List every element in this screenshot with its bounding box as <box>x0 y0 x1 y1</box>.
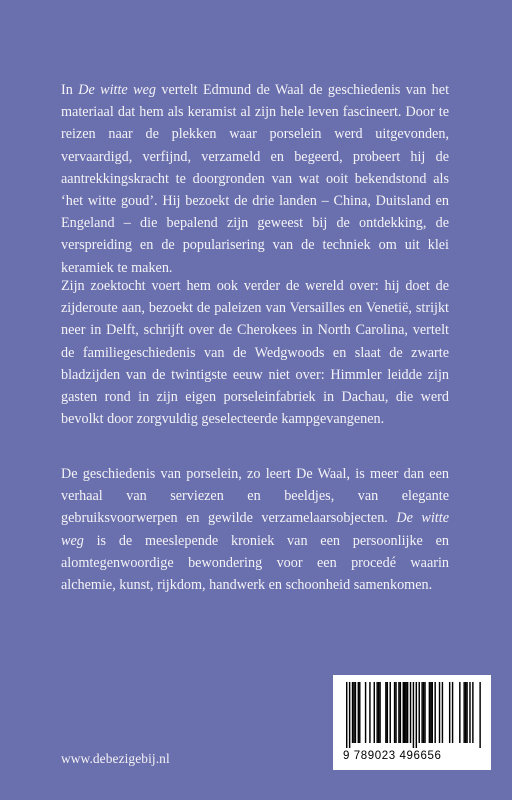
barcode-bar <box>405 682 406 743</box>
barcode-bar <box>395 682 396 743</box>
barcode-bar <box>365 682 366 743</box>
barcode-bar <box>419 682 420 743</box>
barcode-bar <box>466 682 467 743</box>
barcode-bar <box>449 682 450 743</box>
blurb-text: Zijn zoektocht voert hem ook verder de wereld over: hij doet de zijderoute aan, bezoekt de paleizen van Versailles en Venetië, strijkt neer in Delft, schrijft over de Cherokees in North Carolina, vertelt de familiegeschiedenis van de Wedgwoods en slaat de zwarte bladzijden van de twintigste eeuw niet over: Himmler leidde zijn gasten rond in zijn eigen porseleinfabriek in Dachau, die werd bevolkt door zorgvuldig geselecteerde kampgevangenen. <box>61 278 449 428</box>
barcode-bar <box>403 682 404 743</box>
blurb-text: vertelt Edmund de Waal de geschiedenis van het materiaal dat hem als keramist al zijn hele leven fascineert. Door te reizen naar de plekken waar porselein werd uitgevonden, vervaardigd, verfijnd, verzameld en begeerd, probeert hij de aantrekkingskracht te doorgronden van wat ooit bekendstond als ‘het witte goud’. Hij bezoekt de drie landen – China, Duitsland en Engeland – die bepalend zijn geweest bij de ontdekking, de verspreiding en de popularisering van de techniek om uit klei keramiek te maken. <box>61 82 450 276</box>
barcode-bar <box>424 682 425 743</box>
book-title-italic: De witte weg <box>61 510 449 549</box>
isbn-barcode <box>333 675 491 770</box>
barcode-bar <box>429 682 430 743</box>
barcode-guard-bar <box>413 682 414 748</box>
barcode-bar <box>387 682 388 743</box>
blurb-text: is de meeslepende kroniek van een persoonlijke en alomtegenwoordige bewondering voor een procedé waarin alchemie, kunst, rijkdom, handwerk en schoonheid samenkomen. <box>61 532 449 594</box>
barcode-bar <box>378 682 379 743</box>
barcode-bar <box>394 682 395 743</box>
barcode-bar <box>379 682 380 743</box>
blurb-paragraph-1 <box>61 79 449 279</box>
barcode-guard-bar <box>416 682 417 748</box>
barcode-bar <box>355 682 356 743</box>
barcode-bar <box>469 682 470 743</box>
barcode-bar <box>465 682 466 743</box>
barcode-bar <box>385 682 386 743</box>
barcode-bar <box>400 682 401 743</box>
barcode-bar <box>398 682 399 743</box>
barcode-bar <box>452 682 453 743</box>
barcode-guard-bar <box>346 682 347 748</box>
barcode-bars <box>342 682 482 748</box>
barcode-bar <box>404 682 405 743</box>
isbn-number <box>343 750 442 762</box>
barcode-bar <box>410 682 411 743</box>
barcode-guard-bar <box>479 682 480 748</box>
barcode-bar <box>472 682 473 743</box>
barcode-bar <box>430 682 431 743</box>
barcode-bar <box>390 682 391 743</box>
blurb-paragraph-3 <box>61 463 449 596</box>
barcode-bar <box>369 682 370 743</box>
barcode-guard-bar <box>349 682 350 748</box>
blurb-paragraph-2 <box>61 275 449 430</box>
barcode-bar <box>459 682 460 743</box>
barcode-bar <box>423 682 424 743</box>
blurb-text: De geschiedenis van porselein, zo leert De Waal, is meer dan een verhaal van serviezen en beeldjes, van elegante gebruiksvoorwerpen en gewilde verzamelaarsobjecten. <box>61 466 449 527</box>
barcode-bar <box>359 682 360 743</box>
barcode-bar <box>353 682 354 743</box>
barcode-bar <box>407 682 408 743</box>
barcode-bar <box>463 682 464 743</box>
barcode-bar <box>434 682 435 743</box>
book-title-italic: De witte weg <box>78 82 156 98</box>
barcode-bar <box>358 682 359 743</box>
barcode-bar <box>432 682 433 743</box>
blurb-text: In <box>61 82 79 98</box>
barcode-bar <box>442 682 443 743</box>
barcode-bar <box>374 682 375 743</box>
barcode-bar <box>352 682 353 743</box>
barcode-bar <box>421 682 422 743</box>
publisher-website: www.debezigebij.nl <box>61 751 170 766</box>
barcode-bar <box>376 682 377 743</box>
barcode-bar <box>439 682 440 743</box>
isbn-digits: 9 789023 496656 <box>343 750 442 762</box>
